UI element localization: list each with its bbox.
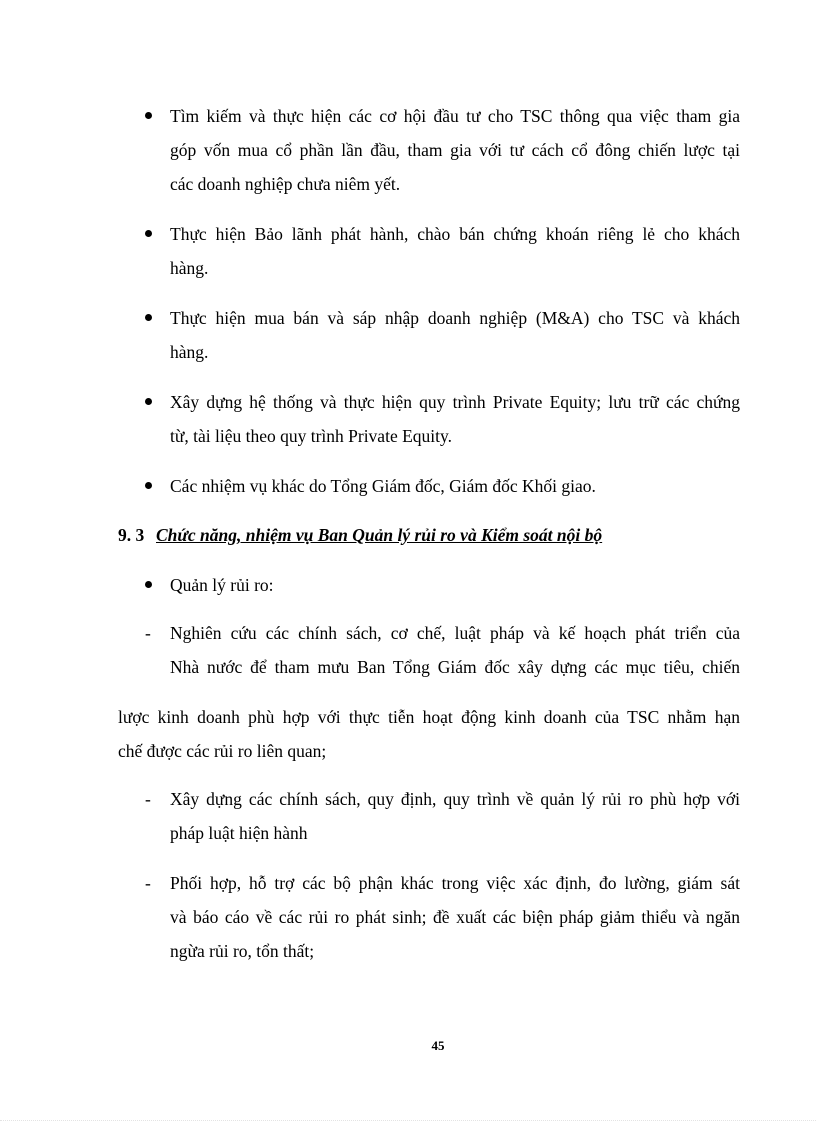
continuation-line: chế được các rủi ro liên quan; [118, 741, 327, 761]
section-number: 9. 3 [118, 525, 145, 545]
bullet-text-line: các doanh nghiệp chưa niêm yết. [170, 174, 401, 194]
bullet-text-line: hàng. [170, 342, 209, 362]
bullet-text-line: Thực hiện mua bán và sáp nhập doanh nghiệp (M&A) cho TSC và khách [170, 308, 740, 328]
section-title: Chức năng, nhiệm vụ Ban Quản lý rủi ro và Kiểm soát nội bộ [156, 525, 603, 545]
bullet-marker [145, 581, 152, 588]
bullet-marker [145, 482, 152, 489]
bullet-marker [145, 112, 152, 119]
dash-text-line: Nghiên cứu các chính sách, cơ chế, luật pháp và kế hoạch phát triển của [170, 623, 740, 643]
bullet-text-line: Thực hiện Bảo lãnh phát hành, chào bán chứng khoán riêng lẻ cho khách [170, 224, 740, 244]
dash-text-line: và báo cáo về các rủi ro phát sinh; đề xuất các biện pháp giảm thiểu và ngăn [170, 907, 740, 927]
dash-marker: - [145, 873, 151, 893]
continuation-line: lược kinh doanh phù hợp với thực tiễn hoạt động kinh doanh của TSC nhằm hạn [118, 707, 740, 727]
dash-marker: - [145, 789, 151, 809]
dash-text-line: Xây dựng các chính sách, quy định, quy trình về quản lý rủi ro phù hợp với [170, 789, 740, 809]
page-number: 45 [431, 1038, 445, 1053]
dash-text-line: Nhà nước để tham mưu Ban Tổng Giám đốc xây dựng các mục tiêu, chiến [170, 657, 740, 677]
dash-text-line: ngừa rủi ro, tổn thất; [170, 941, 315, 961]
bullet-marker [145, 230, 152, 237]
bullet-text-line: Xây dựng hệ thống và thực hiện quy trình Private Equity; lưu trữ các chứng [170, 392, 740, 412]
dash-text-line: Phối hợp, hỗ trợ các bộ phận khác trong việc xác định, đo lường, giám sát [170, 873, 740, 893]
bullet-marker [145, 398, 152, 405]
sub-bullet-text: Quản lý rủi ro: [170, 575, 274, 595]
bullet-text-line: hàng. [170, 258, 209, 278]
dash-text-line: pháp luật hiện hành [170, 823, 308, 843]
page-bottom-border [0, 1120, 816, 1121]
dash-marker: - [145, 623, 151, 643]
bullet-text-line: Các nhiệm vụ khác do Tổng Giám đốc, Giám đốc Khối giao. [170, 476, 596, 496]
bullet-marker [145, 314, 152, 321]
bullet-text-line: Tìm kiếm và thực hiện các cơ hội đầu tư cho TSC thông qua việc tham gia [170, 106, 740, 126]
bullet-text-line: từ, tài liệu theo quy trình Private Equity. [170, 426, 452, 446]
bullet-text-line: góp vốn mua cổ phần lần đầu, tham gia với tư cách cổ đông chiến lược tại [170, 140, 740, 160]
